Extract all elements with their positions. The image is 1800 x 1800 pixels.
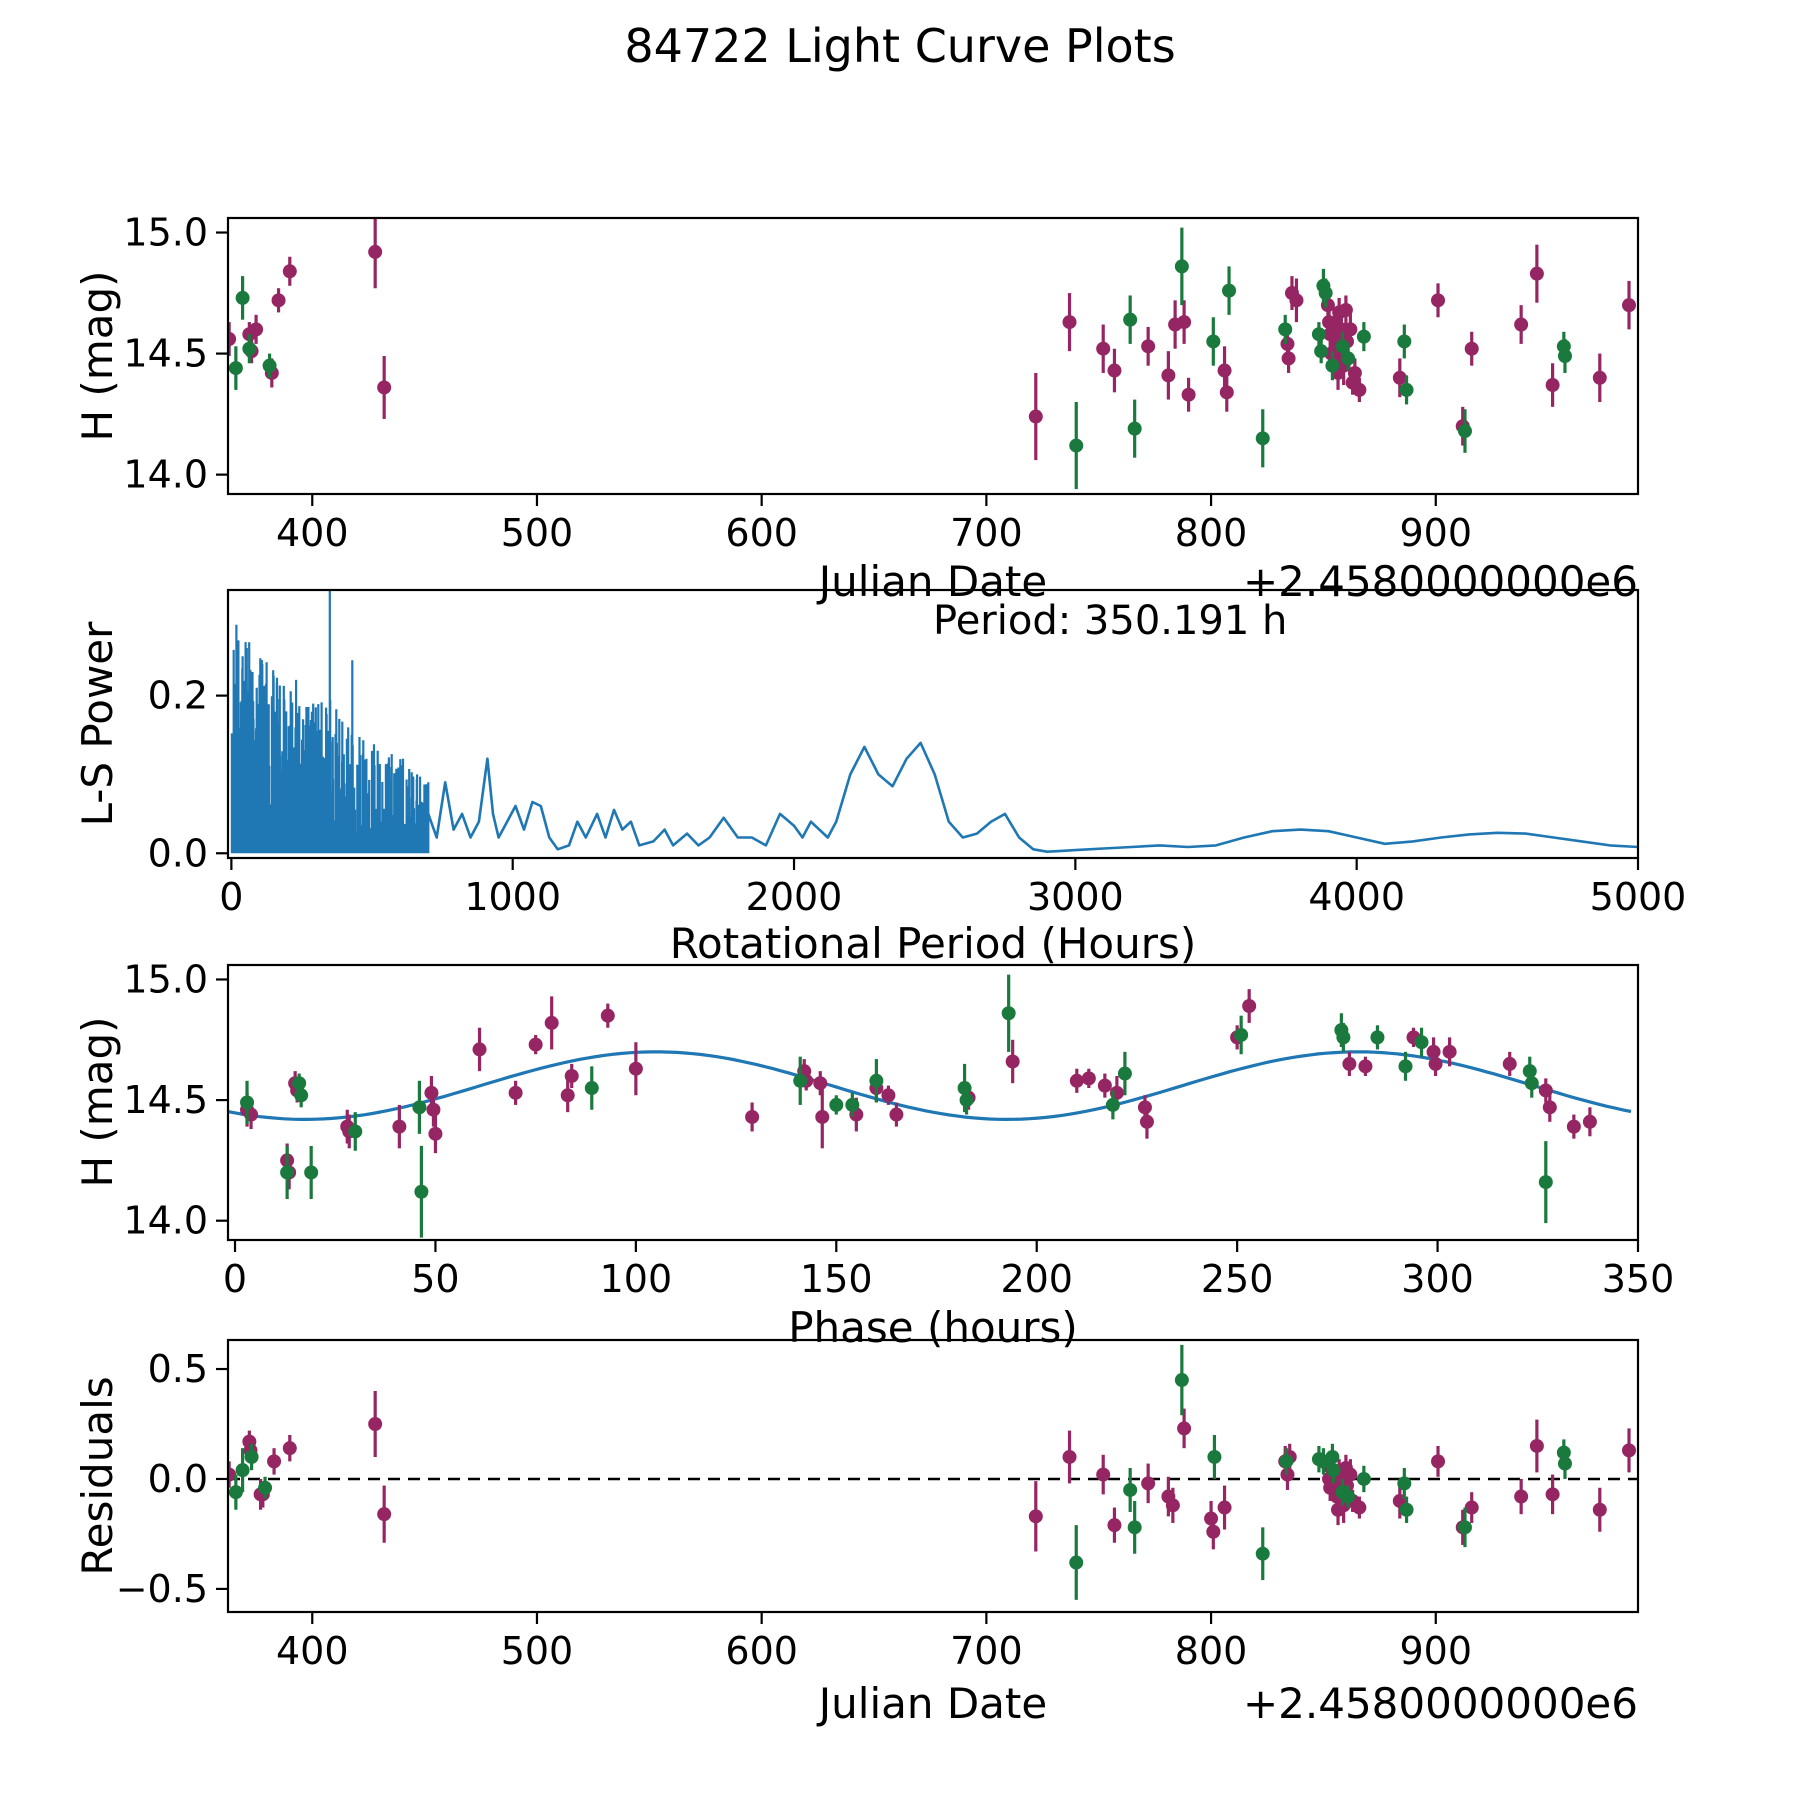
x-tick-label: 500 (500, 511, 574, 555)
data-point (1343, 322, 1357, 336)
periodogram-x-axis-label: Rotational Period (Hours) (669, 919, 1197, 968)
x-tick-label: 5000 (1589, 875, 1687, 919)
data-point (1341, 1490, 1355, 1504)
data-point (1370, 1030, 1384, 1044)
data-point (1118, 1067, 1132, 1081)
y-tick-label: 15.0 (123, 210, 208, 255)
series-filter-2 (229, 1345, 1572, 1600)
data-point (426, 1103, 440, 1117)
data-point (1357, 1472, 1371, 1486)
data-point (1358, 1059, 1372, 1073)
panel-residuals-data-area (222, 1345, 1638, 1600)
data-point (1234, 1028, 1248, 1042)
data-point (236, 1463, 250, 1477)
data-point (292, 1076, 306, 1090)
data-point (561, 1088, 575, 1102)
phase-x-axis-label: Phase (hours) (788, 1303, 1078, 1352)
data-point (1006, 1054, 1020, 1068)
data-point (1530, 1439, 1544, 1453)
data-point (1166, 1498, 1180, 1512)
data-point (1593, 1503, 1607, 1517)
data-point (1289, 293, 1303, 307)
data-point (1128, 422, 1142, 436)
data-point (1319, 286, 1333, 300)
data-point (829, 1098, 843, 1112)
data-point (1069, 439, 1083, 453)
panel-light-curve-data-area (222, 216, 1636, 490)
data-point (1525, 1076, 1539, 1090)
data-point (1397, 1476, 1411, 1490)
data-point (1546, 1487, 1560, 1501)
data-point (368, 1417, 382, 1431)
data-point (377, 1507, 391, 1521)
data-point (392, 1120, 406, 1134)
axes-frame (228, 218, 1638, 494)
data-point (280, 1165, 294, 1179)
data-point (1465, 342, 1479, 356)
data-point (242, 342, 256, 356)
data-point (881, 1088, 895, 1102)
data-point (258, 1481, 272, 1495)
light-curve-x-axis-label: Julian Date (818, 557, 1048, 606)
panel-periodogram (148, 590, 1687, 919)
data-point (304, 1165, 318, 1179)
y-tick-label: −0.5 (115, 1566, 208, 1611)
axes-frame (228, 1340, 1638, 1612)
data-point (1312, 327, 1326, 341)
data-point (424, 1086, 438, 1100)
data-point (1256, 431, 1270, 445)
data-point (245, 1450, 259, 1464)
data-point (1029, 410, 1043, 424)
data-point (1070, 1074, 1084, 1088)
data-point (1207, 1450, 1221, 1464)
data-point (745, 1110, 759, 1124)
x-tick-label: 1000 (464, 875, 562, 919)
data-point (1465, 1501, 1479, 1515)
y-tick-label: 14.0 (123, 1198, 208, 1243)
data-point (585, 1081, 599, 1095)
data-point (1204, 1512, 1218, 1526)
data-point (1431, 1454, 1445, 1468)
data-point (283, 264, 297, 278)
data-point (815, 1110, 829, 1124)
data-point (236, 291, 250, 305)
periodogram-noise-spikes (232, 590, 428, 853)
data-point (1352, 383, 1366, 397)
y-tick-label: 0.0 (147, 1456, 208, 1501)
data-point (272, 293, 286, 307)
figure-title: 84722 Light Curve Plots (624, 19, 1176, 73)
data-point (348, 1124, 362, 1138)
data-point (1175, 1373, 1189, 1387)
data-point (1523, 1064, 1537, 1078)
data-point (1514, 1490, 1528, 1504)
data-point (1206, 1525, 1220, 1539)
data-point (294, 1088, 308, 1102)
data-point (960, 1093, 974, 1107)
data-point (1583, 1115, 1597, 1129)
data-point (377, 380, 391, 394)
data-point (414, 1185, 428, 1199)
data-point (1220, 385, 1234, 399)
data-point (1546, 378, 1560, 392)
y-tick-label: 14.0 (123, 452, 208, 497)
data-point (1161, 368, 1175, 382)
data-point (1278, 322, 1292, 336)
data-point (1222, 284, 1236, 298)
panel-phase (123, 957, 1674, 1301)
data-point (958, 1081, 972, 1095)
data-point (1400, 383, 1414, 397)
data-point (1123, 313, 1137, 327)
data-point (1622, 1443, 1636, 1457)
data-point (1141, 1476, 1155, 1490)
data-point (249, 322, 263, 336)
data-point (1177, 1421, 1191, 1435)
x-tick-label: 800 (1174, 511, 1248, 555)
data-point (267, 1454, 281, 1468)
x-tick-label: 900 (1399, 1629, 1473, 1673)
data-point (545, 1016, 559, 1030)
y-tick-label: 0.2 (147, 673, 208, 718)
data-point (509, 1086, 523, 1100)
data-point (1098, 1079, 1112, 1093)
data-point (222, 332, 236, 346)
phase-y-axis-label: H (mag) (73, 1016, 122, 1188)
data-point (263, 359, 277, 373)
data-point (1175, 259, 1189, 273)
data-point (1029, 1509, 1043, 1523)
x-tick-label: 250 (1200, 1257, 1274, 1301)
data-point (1256, 1547, 1270, 1561)
data-point (1282, 351, 1296, 365)
periodogram-power-curve (428, 743, 1638, 852)
data-point (1458, 424, 1472, 438)
data-point (428, 1127, 442, 1141)
data-point (1357, 330, 1371, 344)
x-tick-label: 600 (725, 511, 798, 555)
series-filter-1 (240, 989, 1597, 1189)
data-point (869, 1074, 883, 1088)
data-point (1558, 1457, 1572, 1471)
data-point (1341, 351, 1355, 365)
data-point (473, 1042, 487, 1056)
data-point (229, 361, 243, 375)
x-tick-label: 4000 (1308, 875, 1406, 919)
x-tick-label: 700 (950, 1629, 1023, 1673)
data-point (1069, 1556, 1083, 1570)
residuals-y-axis-label: Residuals (73, 1376, 122, 1576)
data-point (229, 1485, 243, 1499)
x-tick-label: 50 (411, 1257, 460, 1301)
data-point (1593, 371, 1607, 385)
data-point (1141, 339, 1155, 353)
x-tick-label: 0 (222, 1257, 248, 1301)
panel-light-curve (123, 211, 1638, 555)
data-point (1399, 1059, 1413, 1073)
light-curve-x-axis-offset: +2.4580000000e6 (1242, 557, 1638, 606)
x-tick-label: 900 (1399, 511, 1473, 555)
x-tick-label: 700 (950, 511, 1023, 555)
data-point (368, 245, 382, 259)
data-point (1140, 1115, 1154, 1129)
series-filter-1 (222, 1391, 1636, 1552)
residuals-x-axis-offset: +2.4580000000e6 (1242, 1679, 1638, 1728)
data-point (240, 1096, 254, 1110)
data-point (1352, 1501, 1366, 1515)
data-point (1543, 1100, 1557, 1114)
x-tick-label: 400 (275, 511, 349, 555)
data-point (1503, 1057, 1517, 1071)
data-point (1128, 1520, 1142, 1534)
data-point (412, 1100, 426, 1114)
data-point (845, 1098, 859, 1112)
y-tick-label: 0.0 (147, 831, 208, 876)
data-point (1082, 1071, 1096, 1085)
data-point (1177, 315, 1191, 329)
axes-frame (228, 965, 1638, 1240)
light-curve-y-axis-label: H (mag) (73, 270, 122, 442)
data-point (1327, 1463, 1341, 1477)
data-point (565, 1069, 579, 1083)
x-tick-label: 300 (1401, 1257, 1474, 1301)
data-point (1458, 1520, 1472, 1534)
data-point (1431, 293, 1445, 307)
y-tick-label: 14.5 (123, 331, 208, 376)
data-point (1107, 364, 1121, 378)
x-tick-label: 350 (1601, 1257, 1675, 1301)
x-tick-label: 200 (1000, 1257, 1073, 1301)
data-point (1342, 1057, 1356, 1071)
period-annotation: Period: 350.191 h (933, 598, 1288, 644)
data-point (1279, 1454, 1293, 1468)
x-tick-label: 3000 (1026, 875, 1124, 919)
data-point (1096, 342, 1110, 356)
data-point (1397, 334, 1411, 348)
data-point (1325, 359, 1339, 373)
data-point (1530, 267, 1544, 281)
data-point (1218, 364, 1232, 378)
data-point (1567, 1120, 1581, 1134)
data-point (1427, 1045, 1441, 1059)
y-tick-label: 14.5 (123, 1078, 208, 1123)
x-tick-label: 800 (1174, 1629, 1248, 1673)
panel-residuals (116, 1340, 1638, 1673)
y-tick-label: 15.0 (123, 957, 208, 1002)
data-point (1393, 371, 1407, 385)
data-point (889, 1108, 903, 1122)
data-point (283, 1441, 297, 1455)
data-point (1123, 1483, 1137, 1497)
data-point (1314, 344, 1328, 358)
data-point (529, 1038, 543, 1052)
data-point (1558, 349, 1572, 363)
x-tick-label: 100 (599, 1257, 673, 1301)
data-point (1429, 1057, 1443, 1071)
x-tick-label: 500 (500, 1629, 574, 1673)
data-point (1539, 1175, 1553, 1189)
x-tick-label: 0 (219, 875, 244, 919)
data-point (601, 1009, 615, 1023)
data-point (1336, 1030, 1350, 1044)
y-tick-label: 0.5 (147, 1347, 208, 1392)
data-point (1096, 1468, 1110, 1482)
series-filter-1 (222, 216, 1636, 461)
data-point (1415, 1035, 1429, 1049)
data-point (1218, 1501, 1232, 1515)
data-point (1138, 1100, 1152, 1114)
data-point (1063, 1450, 1077, 1464)
x-tick-label: 400 (275, 1629, 349, 1673)
x-tick-label: 600 (725, 1629, 798, 1673)
data-point (1182, 388, 1196, 402)
data-point (813, 1076, 827, 1090)
x-tick-label: 2000 (745, 875, 843, 919)
data-point (1514, 318, 1528, 332)
periodogram-y-axis-label: L-S Power (73, 621, 122, 827)
data-point (629, 1062, 643, 1076)
series-filter-2 (229, 228, 1572, 489)
panel-phase-data-area (228, 975, 1631, 1238)
residuals-x-axis-label: Julian Date (818, 1679, 1048, 1728)
data-point (1106, 1098, 1120, 1112)
data-point (793, 1074, 807, 1088)
data-point (1206, 334, 1220, 348)
data-point (1343, 1468, 1357, 1482)
data-point (1002, 1006, 1016, 1020)
data-point (1622, 298, 1636, 312)
x-tick-label: 150 (800, 1257, 873, 1301)
data-point (1400, 1503, 1414, 1517)
data-point (1107, 1518, 1121, 1532)
data-point (1063, 315, 1077, 329)
data-point (1443, 1045, 1457, 1059)
data-point (1242, 999, 1256, 1013)
